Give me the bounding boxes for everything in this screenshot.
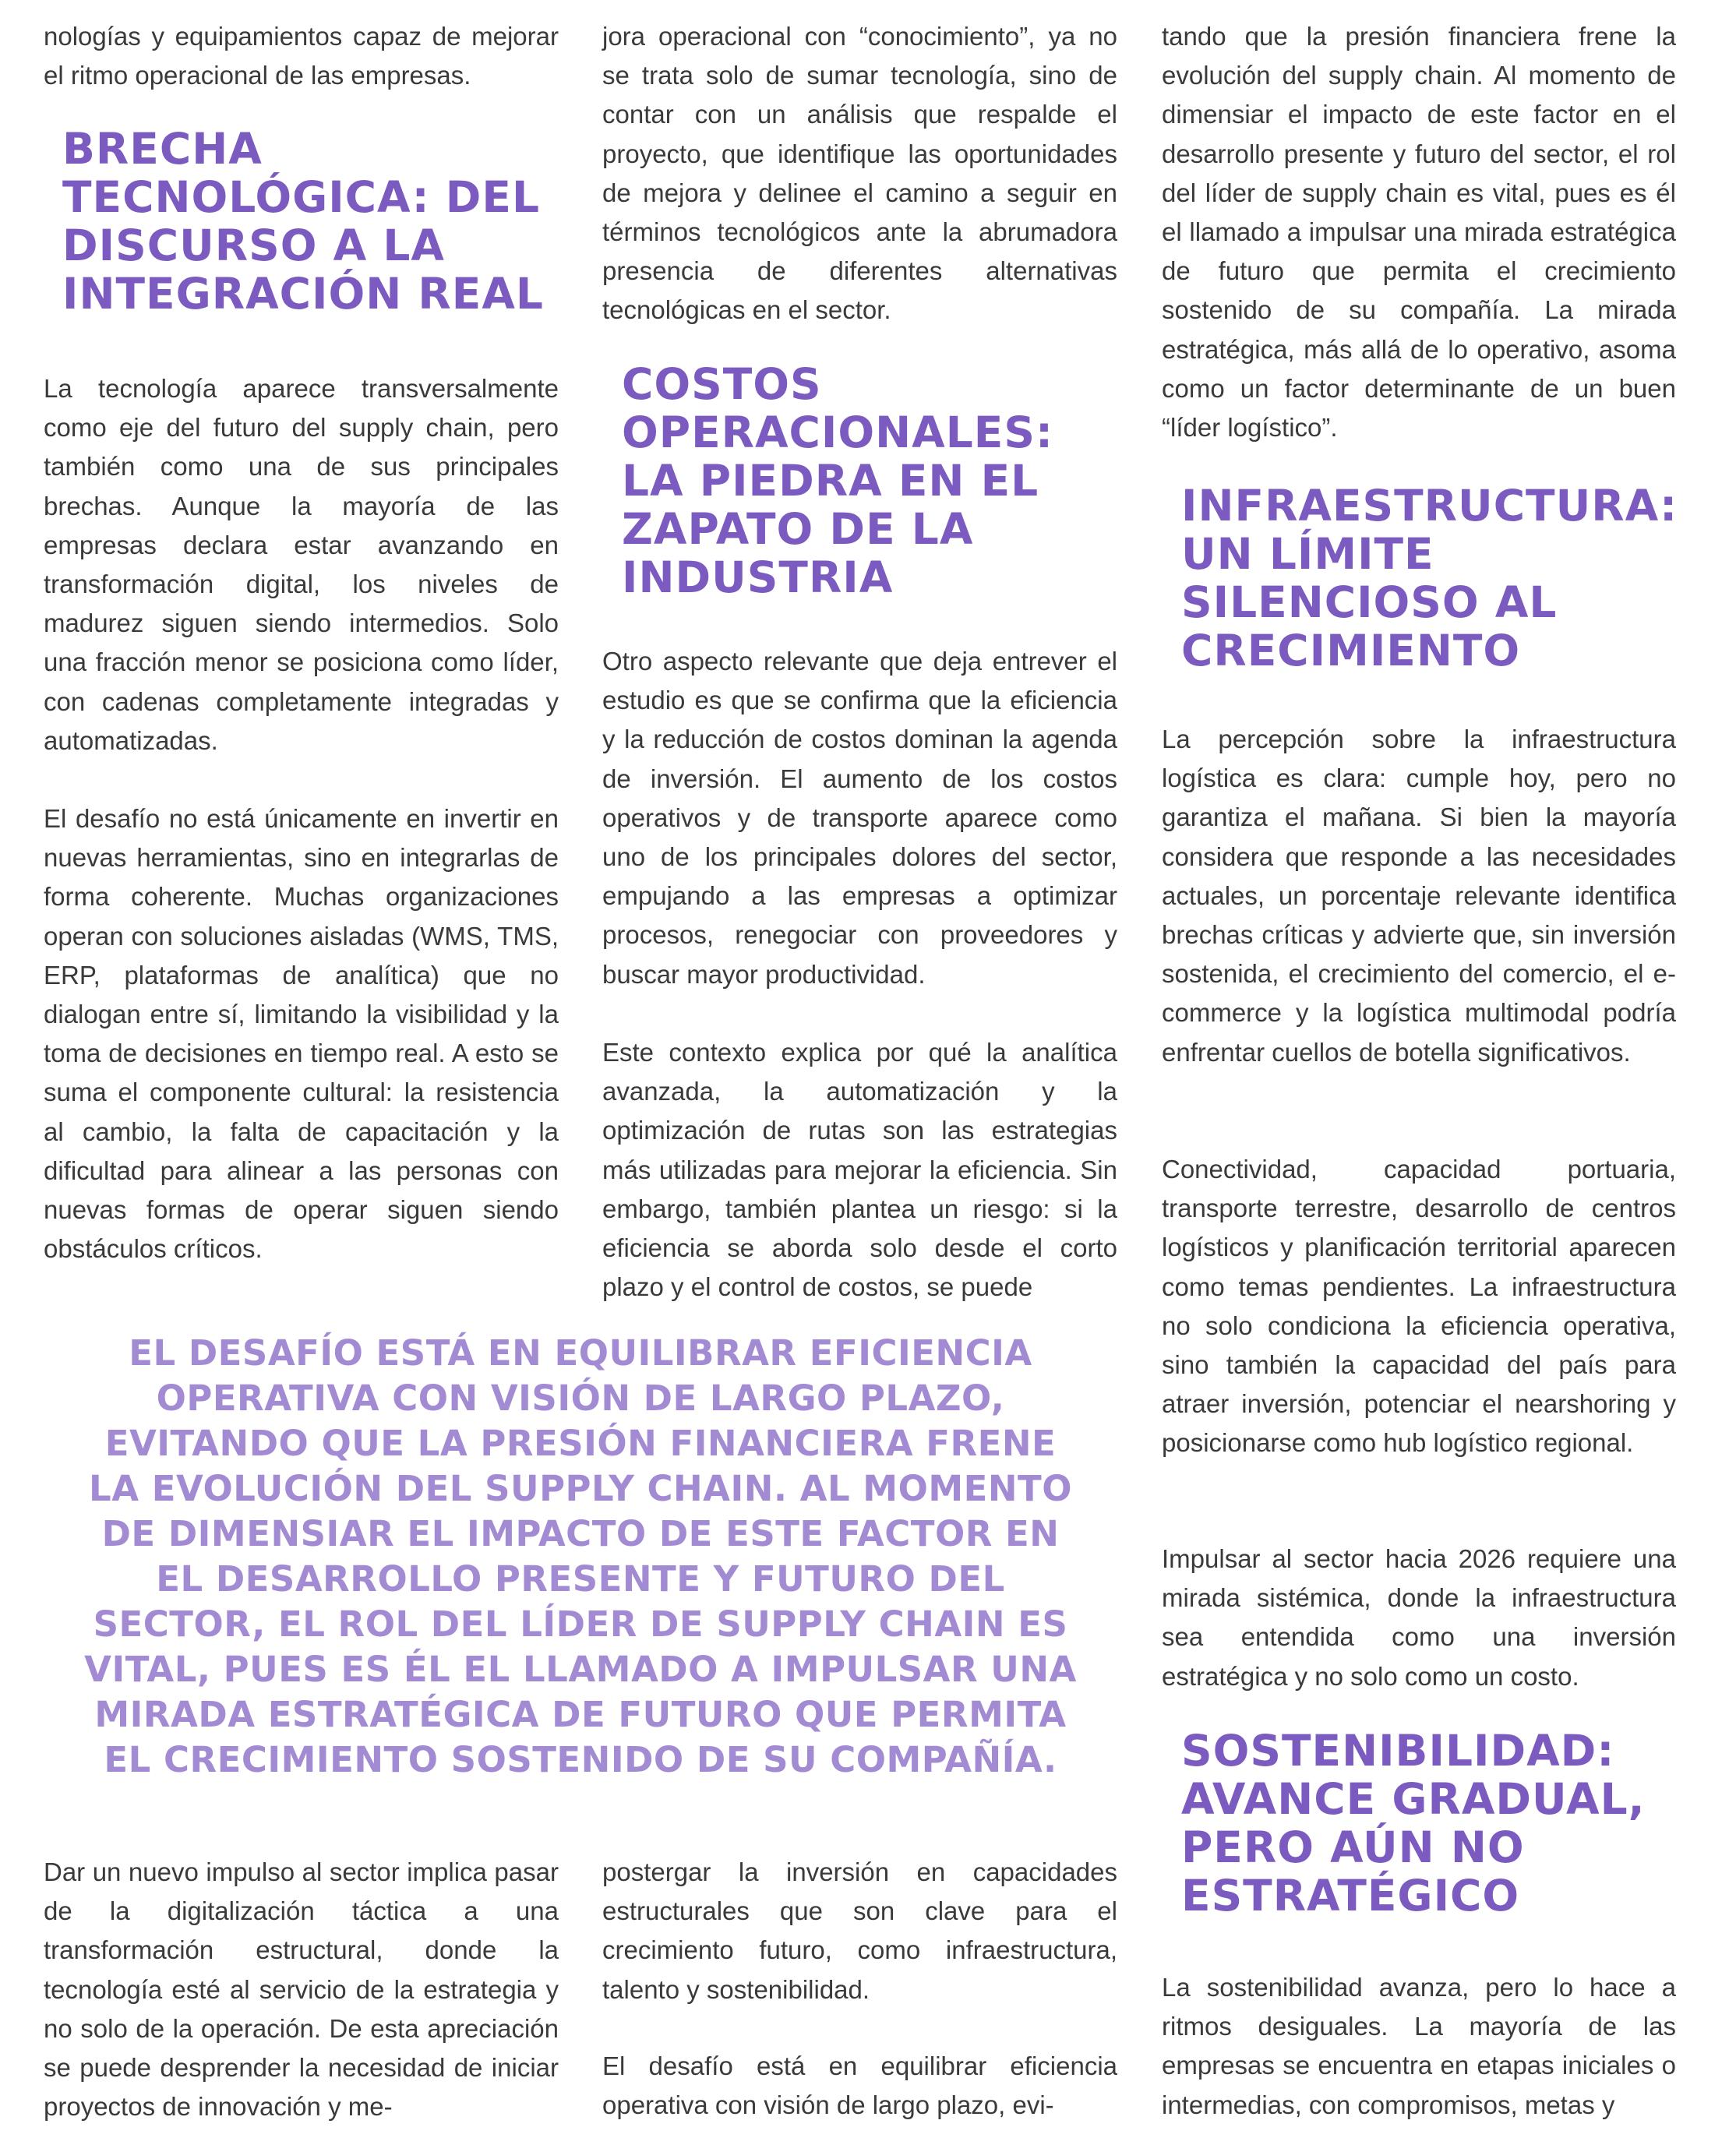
col3-paragraph-2: Conectividad, capacidad portuaria, transporte terrestre, desarrollo de centros logísticos y planificación territorial aparecen como temas pendientes. La infraestructura no solo condiciona la eficiencia operativa, sino también la capacidad del país para atraer inversión, potenciar el nearshoring y posicionarse como hub logístico regional. xyxy=(1162,1155,1676,1458)
col2-paragraph-4: El desafío está en equilibrar eficiencia operativa con visión de largo plazo, evi- xyxy=(602,2051,1117,2120)
heading-sostenibilidad: SOSTENIBILIDAD: AVANCE GRADUAL, PERO AÚN NO ESTRATÉGICO xyxy=(1181,1726,1646,1921)
pull-quote: EL DESAFÍO ESTÁ EN EQUILIBRAR EFICIENCIA OPERATIVA CON VISIÓN DE LARGO PLAZO, EVITANDO QUE LA PRESIÓN FINANCIERA FRENE LA EVOLUCIÓN DEL SUPPLY CHAIN. AL MOMENTO DE DIMENSIAR EL IMPACTO DE ESTE FACTOR EN EL DESARROLLO PRESENTE Y FUTURO DEL SECTOR, EL ROL DEL LÍDER DE SUPPLY CHAIN ES VITAL, PUES ES ÉL EL LLAMADO A IMPULSAR UNA MIRADA ESTRATÉGICA DE FUTURO QUE PERMITA EL CRECIMIENTO SOSTENIDO DE SU COMPAÑÍA. xyxy=(84,1332,1077,1780)
col3-intro-text: tando que la presión financiera frene la evolución del supply chain. Al momento de dimensiar el impacto de este factor en el desarrollo presente y futuro del sector, el rol del líder de supply chain es vital, pues es él el llamado a impulsar una mirada estratégica de futuro que permita el crecimiento sostenido de su compañía. La mirada estratégica, más allá de lo operativo, asoma como un factor determinante de un buen “líder logístico”. xyxy=(1162,22,1676,443)
col2-paragraph-1: Otro aspecto relevante que deja entrever el estudio es que se confirma que la eficiencia y la reducción de costos dominan la agenda de inversión. El aumento de los costos operativos y de transporte aparece como uno de los principales dolores del sector, empujando a las empresas a optimizar procesos, renegociar con proveedores y buscar mayor productividad. xyxy=(602,647,1117,989)
heading-infraestructura: INFRAESTRUCTURA: UN LÍMITE SILENCIOSO AL CRECIMIENTO xyxy=(1181,481,1678,676)
col1-intro-text: nologías y equipamientos capaz de mejorar el ritmo operacional de las empresas. xyxy=(44,22,559,90)
col2-paragraph-3: postergar la inversión en capacidades estructurales que son clave para el crecimiento futuro, como infraestructura, talento y sostenibilidad. xyxy=(602,1857,1117,2004)
col3-paragraph-4: La sostenibilidad avanza, pero lo hace a ritmos desiguales. La mayoría de las empresas se encuentra en etapas iniciales o intermedias, con compromisos, metas y xyxy=(1162,1973,1676,2119)
col3-paragraph-1: La percepción sobre la infraestructura logística es clara: cumple hoy, pero no garantiza el mañana. Si bien la mayoría considera que responde a las necesidades actuales, un porcentaje relevante identifica brechas críticas y advierte que, sin inversión sostenida, el crecimiento del comercio, el e-commerce y la logística multimodal podría enfrentar cuellos de botella significativos. xyxy=(1162,725,1676,1067)
col2-paragraph-2: Este contexto explica por qué la analítica avanzada, la automatización y la optimización de rutas son las estrategias más utilizadas para mejorar la eficiencia. Sin embargo, también plantea un riesgo: si la eficiencia se aborda solo desde el corto plazo y el control de costos, se puede xyxy=(602,1038,1117,1302)
col1-paragraph-2: El desafío no está únicamente en invertir en nuevas herramientas, sino en integrarlas de forma coherente. Muchas organizaciones operan con soluciones aisladas (WMS, TMS, ERP, plataformas de analítica) que no dialogan entre sí, limitando la visibilidad y la toma de decisiones en tiempo real. A esto se suma el componente cultural: la resistencia al cambio, la falta de capacitación y la dificultad para alinear a las personas con nuevas formas de operar siguen siendo obstáculos críticos. xyxy=(44,804,559,1264)
col2-intro-text: jora operacional con “conocimiento”, ya no se trata solo de sumar tecnología, sino de contar con un análisis que respalde el proyecto, que identifique las oportunidades de mejora y delinee el camino a seguir en términos tecnológicos ante la abrumadora presencia de diferentes alternativas tecnológicas en el sector. xyxy=(602,22,1117,325)
heading-costos-operacionales: COSTOS OPERACIONALES: LA PIEDRA EN EL ZAPATO DE LA INDUSTRIA xyxy=(622,359,1053,602)
col1-paragraph-1: La tecnología aparece transversalmente como eje del futuro del supply chain, pero también como una de sus principales brechas. Aunque la mayoría de las empresas declara estar avanzando en transformación digital, los niveles de madurez siguen siendo intermedios. Solo una fracción menor se posiciona como líder, con cadenas completamente integradas y automatizadas. xyxy=(44,374,559,755)
col1-paragraph-3: Dar un nuevo impulso al sector implica pasar de la digitalización táctica a una transformación estructural, donde la tecnología esté al servicio de la estrategia y no solo de la operación. De esta apreciación se puede desprender la necesidad de iniciar proyectos de innovación y me- xyxy=(44,1857,559,2122)
col3-paragraph-3: Impulsar al sector hacia 2026 requiere una mirada sistémica, donde la infraestructura sea entendida como una inversión estratégica y no solo como un costo. xyxy=(1162,1544,1676,1691)
heading-brecha-tecnologica: BRECHA TECNOLÓGICA: DEL DISCURSO A LA INTEGRACIÓN REAL xyxy=(62,124,544,319)
